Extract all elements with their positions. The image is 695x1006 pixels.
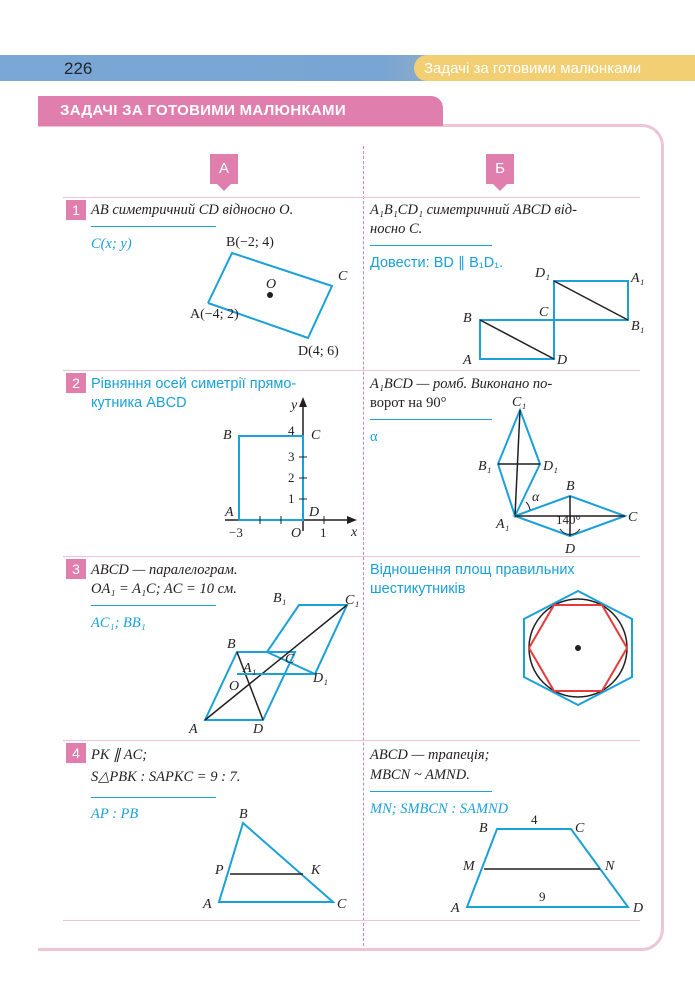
- label-angle: 140°: [556, 512, 581, 527]
- task2b-figure: [470, 388, 650, 556]
- label-b: B: [463, 311, 472, 326]
- task3b-given-line2: шестикутників: [370, 581, 466, 597]
- diagonal-b1d1: [554, 281, 628, 320]
- label-c1: C₁: [512, 395, 527, 410]
- task4b-given-line1: ABCD — трапеція;: [370, 747, 490, 763]
- label-k: K: [311, 863, 321, 878]
- label-b: B: [566, 479, 575, 494]
- diagonal-ac1: [205, 605, 347, 720]
- find-rule: [91, 797, 216, 798]
- label-b1: B₁: [478, 459, 492, 474]
- label-b: B: [239, 807, 248, 822]
- task-number: 4: [66, 743, 86, 763]
- task1a-figure: [180, 228, 365, 368]
- label-o: O: [266, 277, 277, 292]
- label-p: P: [215, 863, 224, 878]
- label-d: D: [557, 353, 568, 368]
- label-alpha: α: [532, 490, 540, 505]
- label-c: C: [628, 510, 638, 525]
- tick-label-y1: 1: [288, 491, 295, 506]
- task2a-given-line2: кутника ABCD: [91, 395, 187, 411]
- task2b-given-line1: A₁BCD — ромб. Виконано по-: [370, 376, 553, 392]
- label-a: A: [203, 897, 212, 912]
- task3a-given-line1: ABCD — паралелограм.: [91, 562, 238, 578]
- page-number: 226: [64, 59, 93, 78]
- task4b-given-line2: MBCN ~ AMND.: [370, 767, 470, 783]
- label-d1: D₁: [535, 266, 550, 281]
- label-bottom-base: 9: [539, 889, 546, 904]
- trapezoid-abcd: [467, 829, 628, 907]
- task4a-find: AP : PB: [91, 806, 139, 822]
- row-divider: [63, 740, 640, 741]
- row-divider: [63, 370, 640, 371]
- task3a-figure: [185, 590, 365, 740]
- running-title: Задачі за готовими малюнками: [424, 60, 642, 77]
- label-a: A: [189, 722, 198, 737]
- label-b1: B₁: [273, 591, 287, 606]
- task2b-given-line2: ворот на 90°: [370, 395, 447, 411]
- label-b: B: [227, 637, 236, 652]
- row-divider: [63, 556, 640, 557]
- find-rule: [370, 791, 492, 792]
- tick-label-y2: 2: [288, 470, 295, 485]
- label-m: M: [463, 859, 475, 874]
- row-divider: [63, 920, 640, 921]
- label-d1: D₁: [313, 671, 328, 686]
- label-o: O: [291, 526, 302, 541]
- tick-label-xm3: −3: [229, 525, 243, 540]
- find-rule: [91, 226, 216, 227]
- label-d: D(4; 6): [298, 344, 339, 359]
- tick-label-x1: 1: [320, 525, 327, 540]
- center-point: [575, 645, 581, 651]
- label-y: y: [291, 398, 298, 413]
- task2b-find: α: [370, 429, 378, 445]
- label-d: D: [309, 505, 320, 520]
- label-a1: A₁: [496, 517, 510, 532]
- task2a-given-line1: Рівняння осей симетрії прямо-: [91, 376, 297, 392]
- label-top-base: 4: [531, 812, 538, 827]
- task2a-figure: [215, 395, 365, 545]
- task4a-given-line2: S△PBK : SAPKC = 9 : 7.: [91, 769, 241, 785]
- row-divider: [63, 197, 640, 198]
- label-a1: A₁: [631, 271, 645, 286]
- label-n: N: [605, 859, 615, 874]
- label-a: A: [225, 505, 234, 520]
- label-b: B: [223, 428, 232, 443]
- tick-label-y4: 4: [288, 423, 295, 438]
- task3a-given-line2: OA₁ = A₁C; AC = 10 см.: [91, 581, 237, 597]
- angle-alpha-arc: [526, 502, 530, 510]
- task4a-given-line1: PK ∥ AC;: [91, 747, 148, 763]
- label-c: C: [338, 269, 348, 284]
- label-a: A: [451, 901, 460, 916]
- task-number: 2: [66, 373, 86, 393]
- task1a-find: C(x; y): [91, 236, 132, 252]
- task-number: 1: [66, 200, 86, 220]
- label-c: C: [539, 305, 549, 320]
- label-c: C: [311, 428, 321, 443]
- task3b-figure: [512, 584, 647, 714]
- tick-label-y3: 3: [288, 449, 295, 464]
- label-d: D: [565, 542, 576, 556]
- label-c: C: [337, 897, 347, 912]
- label-x: x: [351, 525, 358, 540]
- task1b-find: Довести: BD ∥ B₁D₁.: [370, 255, 504, 271]
- label-b1: B₁: [631, 319, 645, 334]
- label-a: A: [463, 353, 472, 368]
- label-d: D: [633, 901, 644, 916]
- label-c1: C₁: [345, 593, 360, 608]
- label-d: D: [253, 722, 264, 737]
- label-d1: D₁: [543, 459, 558, 474]
- label-a: A(−4; 2): [190, 307, 239, 322]
- center-point: [267, 292, 273, 298]
- label-a1: A₁: [243, 661, 257, 676]
- task4b-figure: [445, 812, 655, 920]
- task4b-find: MN; SMBCN : SAMND: [370, 801, 509, 817]
- label-o: O: [229, 679, 240, 694]
- section-title: ЗАДАЧІ ЗА ГОТОВИМИ МАЛЮНКАМИ: [60, 102, 346, 119]
- label-b: B(−2; 4): [226, 235, 274, 250]
- task4a-figure: [195, 800, 365, 915]
- label-c: C: [575, 821, 585, 836]
- column-badge-b: Б: [486, 154, 514, 184]
- task1b-given-line2: носно C.: [370, 221, 423, 237]
- diagonal-a1c1: [515, 410, 520, 516]
- y-axis-arrow: [299, 397, 307, 407]
- label-b: B: [479, 821, 488, 836]
- find-rule: [370, 245, 492, 246]
- column-badge-a-tail: [217, 184, 231, 191]
- x-axis-arrow: [347, 516, 357, 524]
- task3a-find: AC₁; BB₁: [91, 615, 146, 631]
- task1b-figure: [455, 262, 655, 370]
- label-c: C: [285, 652, 295, 667]
- column-badge-b-tail: [493, 184, 507, 191]
- task1a-given: AB симетричний CD відносно O.: [91, 202, 294, 218]
- task-number: 3: [66, 559, 86, 579]
- task3b-given-line1: Відношення площ правильних: [370, 562, 575, 578]
- column-badge-a: А: [210, 154, 238, 184]
- diagonal-bd: [480, 320, 554, 359]
- task1b-given-line1: A₁B₁CD₁ симетричний ABCD від-: [370, 202, 577, 218]
